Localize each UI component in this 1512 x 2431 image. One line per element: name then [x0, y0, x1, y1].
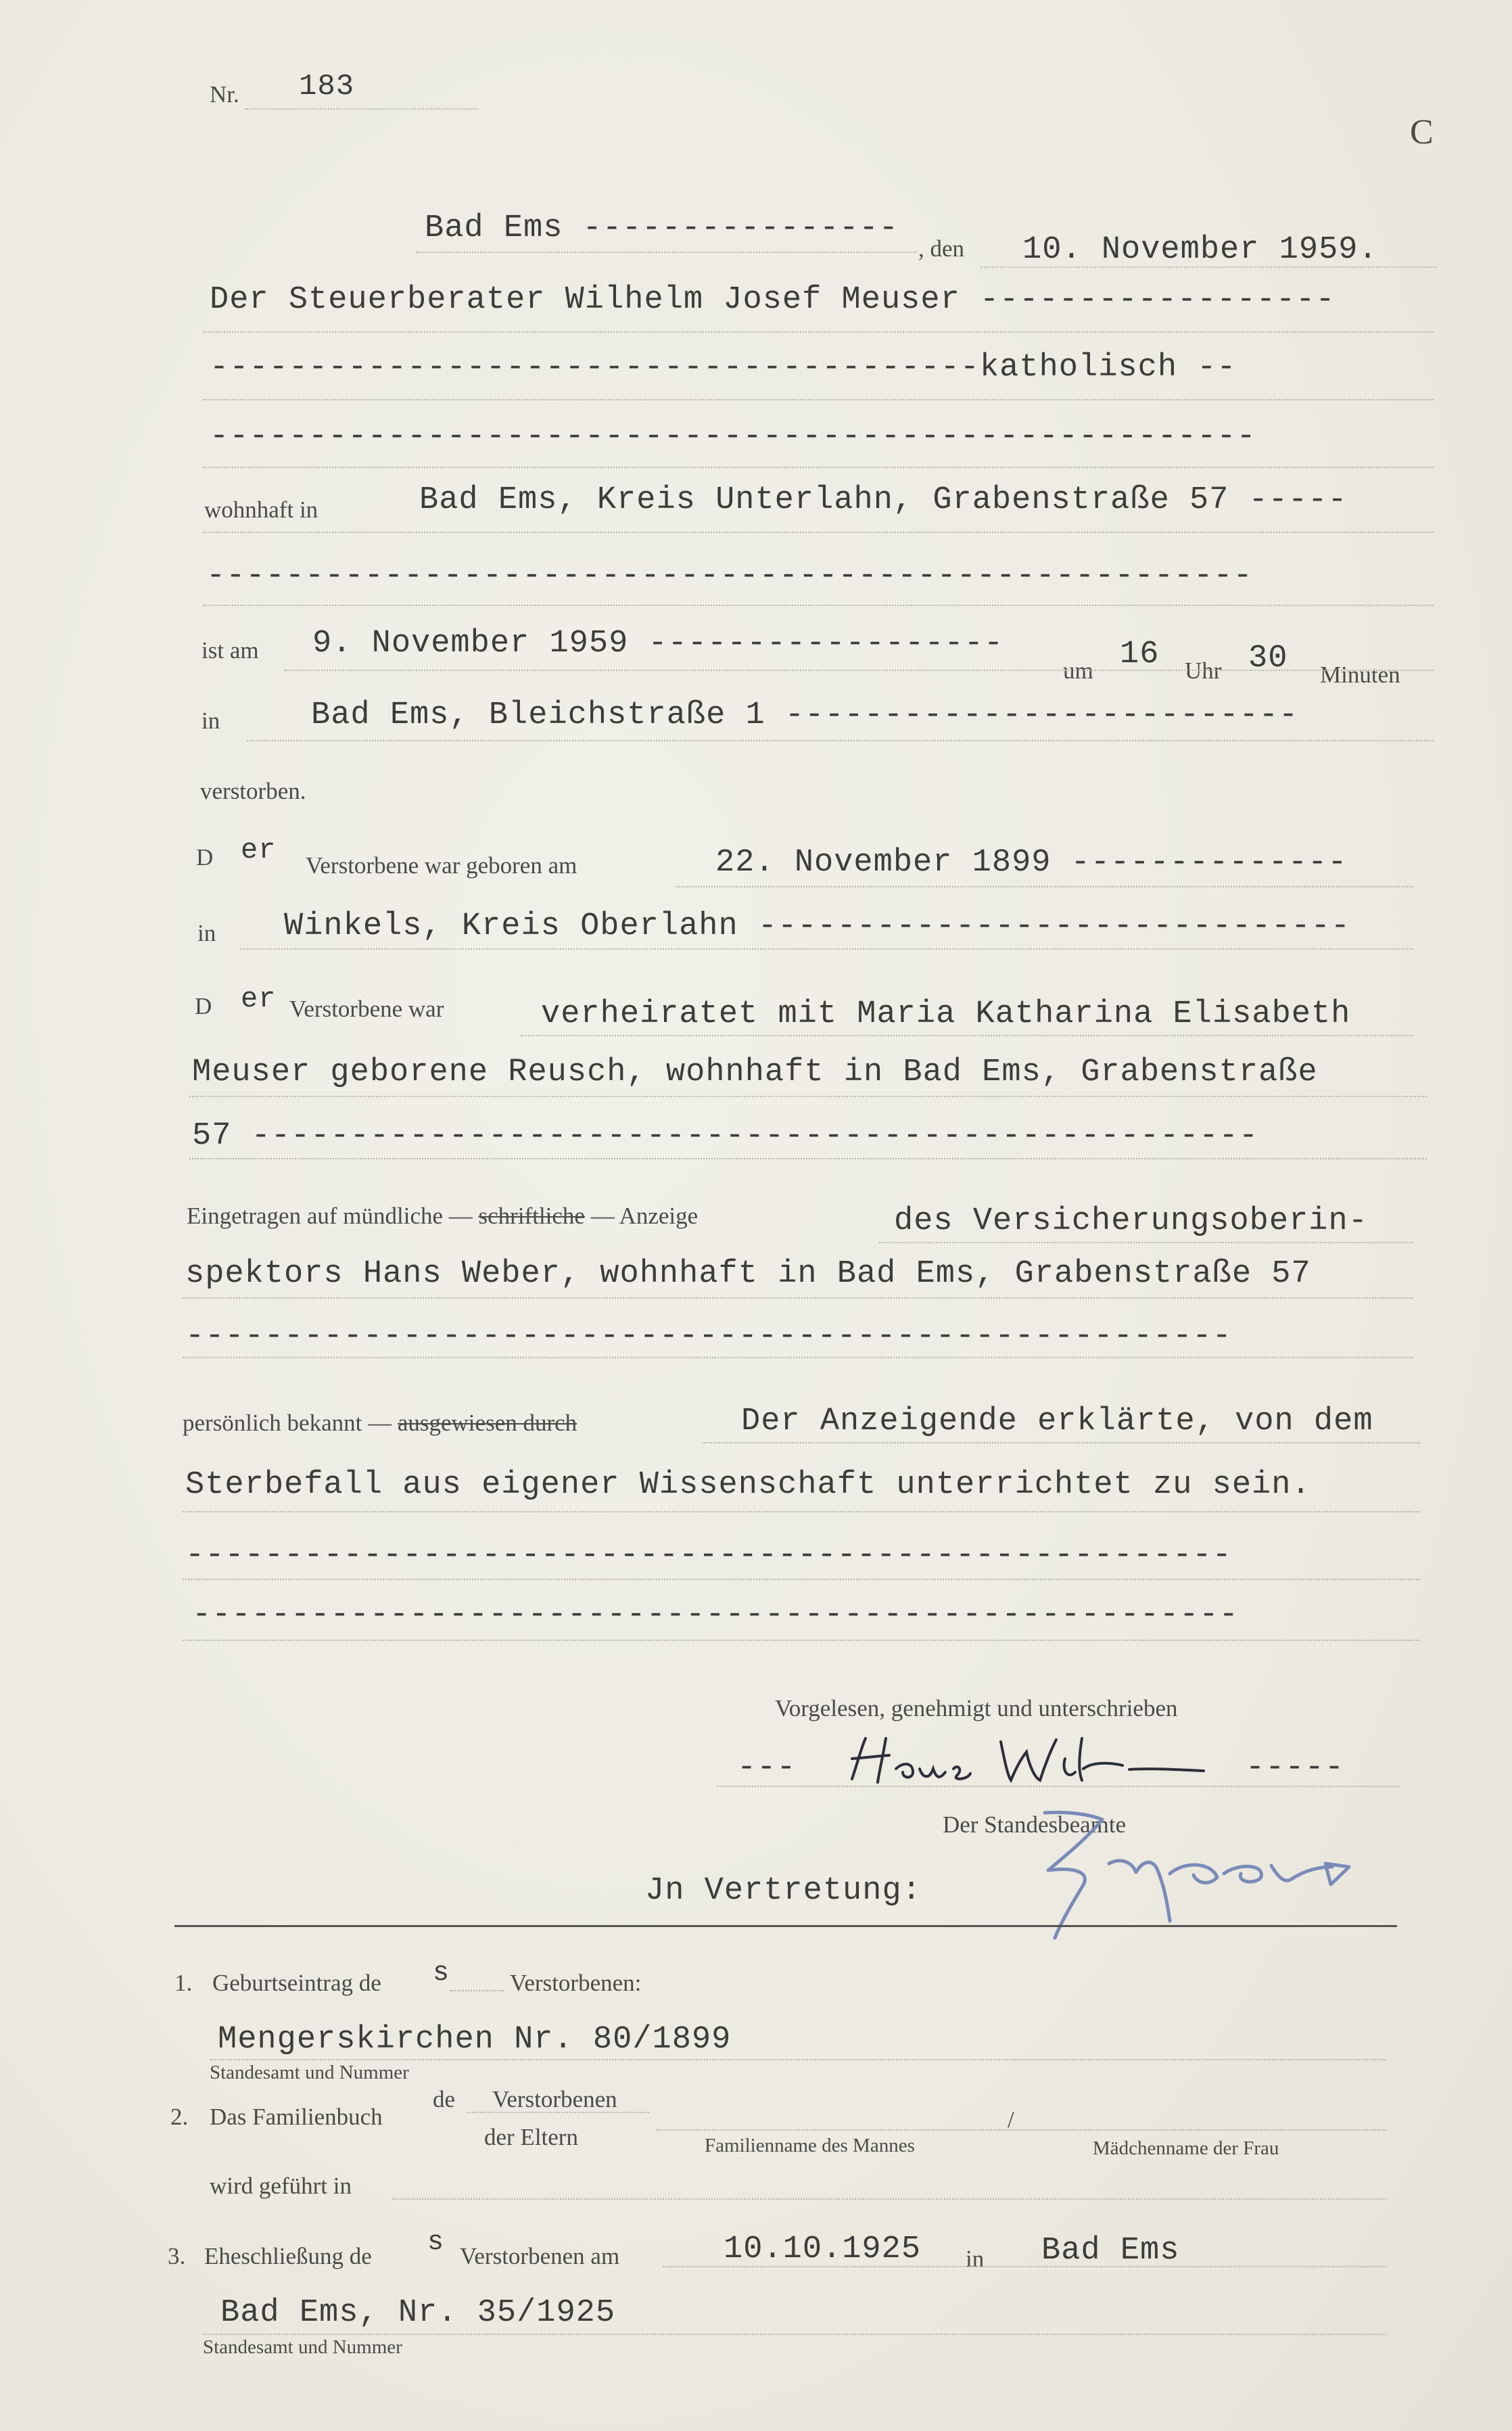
rule — [284, 670, 1434, 671]
note-2-top: Verstorbenen — [492, 2086, 617, 2112]
note-3-number: 3. — [168, 2243, 186, 2269]
marital-d-suffix: er — [241, 983, 277, 1015]
note-3-suffix: s — [427, 2227, 445, 2258]
rule — [189, 1096, 1427, 1097]
birth-label: Verstorbene war geboren am — [306, 852, 577, 879]
note-2-slash: / — [1008, 2106, 1014, 2133]
note-3-in-label: in — [966, 2246, 985, 2272]
rule — [203, 605, 1434, 606]
read-approved-label: Vorgelesen, genehmigt und unterschrieben — [775, 1695, 1178, 1721]
section-divider — [174, 1925, 1397, 1927]
death-in-label: in — [202, 708, 220, 734]
nr-label: Nr. — [210, 81, 239, 108]
uhr-label: Uhr — [1185, 657, 1222, 684]
declarant-line-2: ---------------------------------------katholisch -- — [210, 350, 1237, 386]
note-3-value: Bad Ems, Nr. 35/1925 — [220, 2295, 616, 2331]
entry-number: 183 — [299, 70, 355, 103]
place-line — [416, 252, 916, 253]
marital-line-1: verheiratet mit Maria Katharina Elisabeth — [541, 996, 1351, 1032]
registrar-signature — [1008, 1799, 1386, 1955]
rule — [203, 532, 1434, 533]
nr-line — [245, 108, 478, 110]
rule — [203, 399, 1434, 400]
marital-d-label: D — [195, 993, 212, 1019]
death-hour: 16 — [1120, 636, 1160, 672]
declarant-signature — [838, 1732, 1217, 1792]
rule — [676, 886, 1413, 887]
note-2-label-2: wird geführt in — [210, 2173, 352, 2199]
rule — [183, 1579, 1420, 1580]
verstorben-label: verstorben. — [200, 778, 306, 804]
note-2-bottom: der Eltern — [484, 2124, 578, 2150]
report-line-3: ----------------------------------------------------- — [185, 1318, 1232, 1354]
rule — [450, 1990, 504, 1991]
ist-am-label: ist am — [202, 637, 259, 664]
identity-line-3: ----------------------------------------------------- — [185, 1537, 1232, 1573]
note-1-label-a: Geburtseintrag de — [212, 1970, 381, 1996]
report-label-struck: schriftliche — [478, 1203, 585, 1229]
birth-d-label: D — [196, 844, 214, 871]
note-2-number: 2. — [170, 2104, 189, 2130]
note-1-number: 1. — [174, 1970, 193, 1996]
report-label — [187, 1204, 698, 1228]
residence-label: wohnhaft in — [204, 496, 318, 523]
note-1-sub-label: Standesamt und Nummer — [210, 2062, 409, 2083]
den-label: , den — [918, 235, 965, 262]
death-place: Bad Ems, Bleichstraße 1 -------------------------- — [311, 697, 1299, 733]
signature-dash-right: ----- — [1246, 1750, 1345, 1786]
deputy-label: Jn Vertretung: — [645, 1873, 922, 1909]
corner-mark: C — [1410, 113, 1434, 152]
date-line — [981, 267, 1437, 268]
declarant-line-1: Der Steuerberater Wilhelm Josef Meuser ------------------ — [210, 282, 1336, 318]
identity-label — [183, 1411, 577, 1435]
rule — [879, 1242, 1413, 1243]
marital-line-2: Meuser geborene Reusch, wohnhaft in Bad Ems, Grabenstraße — [192, 1055, 1318, 1090]
rule — [717, 1786, 1400, 1787]
birth-date: 22. November 1899 -------------- — [715, 845, 1348, 881]
rule — [656, 2129, 1386, 2131]
birth-d-suffix: er — [241, 834, 277, 866]
declarant-line-3: ----------------------------------------------------- — [210, 419, 1256, 455]
rule — [203, 467, 1434, 468]
record-date: 10. November 1959. — [1022, 232, 1378, 268]
registrar-label: Der Standesbeamte — [943, 1811, 1127, 1838]
report-line-1: des Versicherungsoberin- — [894, 1203, 1368, 1239]
identity-line-4: ----------------------------------------------------- — [192, 1597, 1239, 1633]
death-date: 9. November 1959 ------------------ — [312, 626, 1004, 662]
note-2-sub-a: Familienname des Mannes — [705, 2135, 915, 2156]
identity-label-struck: ausgewiesen durch — [397, 1410, 577, 1436]
note-1-suffix: s — [433, 1958, 450, 1989]
identity-line-1: Der Anzeigende erklärte, von dem — [741, 1404, 1373, 1439]
birth-place: Winkels, Kreis Oberlahn ------------------------------ — [284, 908, 1351, 944]
note-1-value: Mengerskirchen Nr. 80/1899 — [218, 2022, 732, 2058]
note-3-place: Bad Ems — [1041, 2233, 1180, 2269]
report-line-2: spektors Hans Weber, wohnhaft in Bad Ems, Grabenstraße 57 — [185, 1256, 1311, 1292]
report-label-a: Eingetragen auf mündliche — — [187, 1203, 473, 1229]
rule — [203, 2334, 1386, 2335]
identity-line-2: Sterbefall aus eigener Wissenschaft unterrichtet zu sein. — [185, 1467, 1311, 1503]
rule — [183, 1297, 1413, 1299]
rule — [183, 1511, 1420, 1512]
rule — [183, 1357, 1413, 1358]
residence-line-2: ----------------------------------------------------- — [206, 558, 1253, 594]
note-1-label-b: Verstorbenen: — [510, 1970, 642, 1996]
rule — [203, 331, 1434, 333]
um-label: um — [1063, 657, 1093, 684]
rule — [189, 1158, 1427, 1159]
identity-label-a: persönlich bekannt — — [183, 1410, 392, 1436]
signature-dash-left: --- — [737, 1750, 797, 1786]
marital-label: Verstorbene war — [289, 996, 444, 1022]
rule — [240, 948, 1413, 950]
rule — [392, 2198, 1386, 2200]
rule — [183, 1640, 1420, 1641]
birth-in-label: in — [197, 920, 216, 946]
note-2-de: de — [433, 2086, 456, 2112]
place-of-record: Bad Ems ---------------- — [425, 210, 899, 246]
rule — [467, 2112, 649, 2113]
rule — [663, 2266, 1386, 2267]
note-2-label: Das Familienbuch — [210, 2104, 383, 2130]
death-minutes: 30 — [1248, 641, 1288, 676]
rule — [703, 1442, 1420, 1443]
note-3-date: 10.10.1925 — [724, 2231, 922, 2267]
note-3-label-a: Eheschließung de — [204, 2243, 372, 2269]
note-3-label-b: Verstorbenen am — [460, 2243, 620, 2269]
note-2-sub-b: Mädchenname der Frau — [1093, 2137, 1279, 2159]
marital-line-3: 57 --------------------------------------------------- — [192, 1118, 1259, 1154]
rule — [247, 740, 1434, 741]
note-3-sub-label: Standesamt und Nummer — [203, 2336, 402, 2358]
rule — [521, 1035, 1413, 1036]
report-label-b: — Anzeige — [590, 1203, 699, 1229]
residence-line-1: Bad Ems, Kreis Unterlahn, Grabenstraße 57 ----- — [419, 482, 1348, 518]
minuten-label: Minuten — [1320, 662, 1400, 688]
rule — [210, 2059, 1386, 2060]
